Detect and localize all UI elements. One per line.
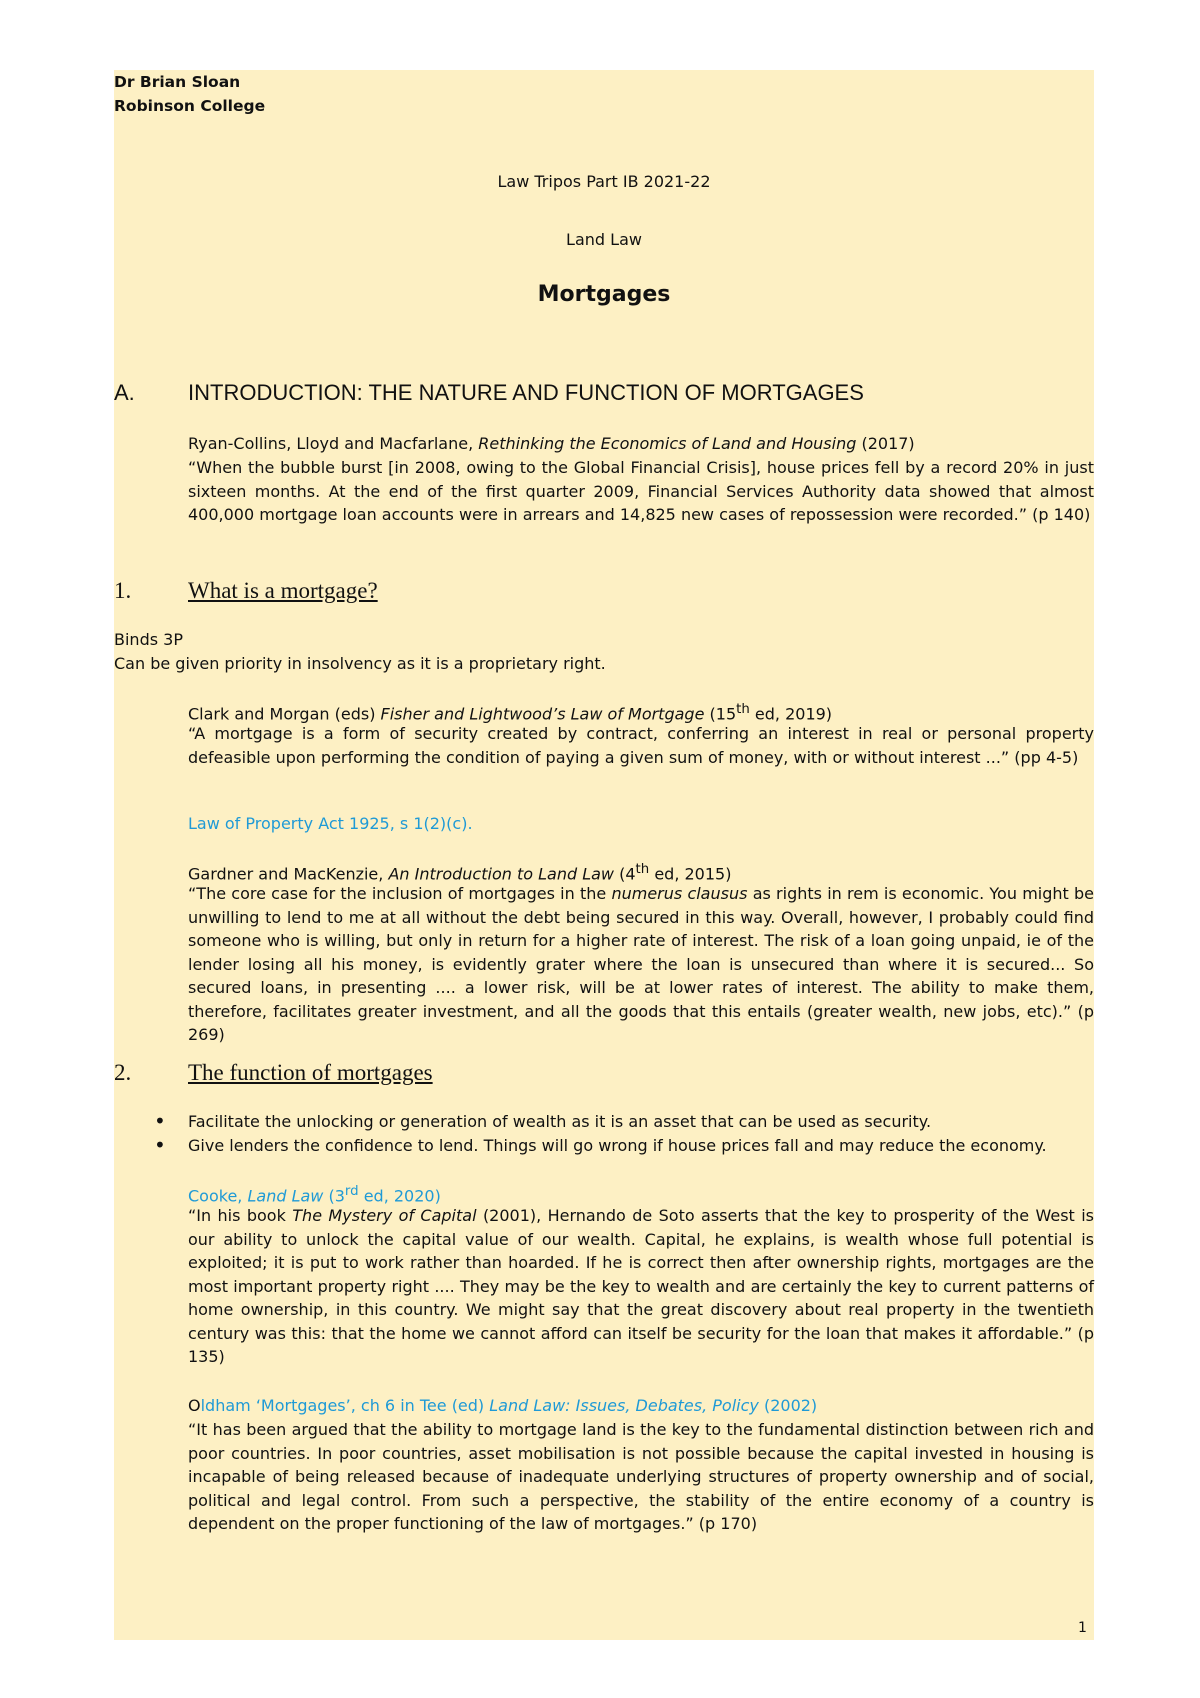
quote-oldham: “It has been argued that the ability to mortgage land is the key to the fundamental distinction between rich and poor countries. In poor countries, asset mobilisation is not possible because the capital invested in housing is incapable of being released because of inadequate underlying structures of property ownership and of social, political and legal control. From such a perspective, the stability of the entire economy of a country is dependent on the proper functioning of the law of mortgages.” (p 170) (188, 1420, 1094, 1533)
page-title: Mortgages (537, 282, 671, 307)
citation-cooke[interactable]: Cooke, Land Law (3rd ed, 2020) (188, 1184, 441, 1206)
citation-clark-morgan: Clark and Morgan (eds) Fisher and Lightwood’s Law of Mortgage (15th ed, 2019) (188, 702, 833, 724)
subject-title: Land Law (566, 230, 642, 249)
note-binds-3p: Binds 3P (114, 630, 183, 649)
citation-oldham[interactable]: Oldham ‘Mortgages’, ch 6 in Tee (ed) Land Law: Issues, Debates, Policy (2002) (188, 1396, 818, 1415)
statute-lpa-link[interactable]: Law of Property Act 1925, s 1(2)(c). (188, 814, 473, 833)
author-name: Dr Brian Sloan (114, 73, 241, 91)
quote-gardner-mackenzie: “The core case for the inclusion of mortgages in the numerus clausus as rights in rem is economic. You might be unwilling to lend to me at all without the debt being secured in this way. Overall, however, I probably could find someone who is willing, but only in return for a higher rate of interest. The risk of a loan going unpaid, ie of the lender losing all his money, is evidently grater where the loan is unsecured than where it is secured... So secured loans, in presenting .... a lower risk, will be at lower rates of interest. The ability to make them, therefore, facilitates greater investment, and all the goods that this entails (greater wealth, new jobs, etc).” (p 269) (188, 884, 1095, 1044)
college-name: Robinson College (114, 97, 266, 115)
bullet-item: • Give lenders the confidence to lend. Things will go wrong if house prices fall and may reduce the economy. (154, 1134, 1094, 1158)
page-number: 1 (1078, 1620, 1087, 1636)
quote-ryan-collins: “When the bubble burst [in 2008, owing to the Global Financial Crisis], house prices fell by a record 20% in just sixteen months. At the end of the first quarter 2009, Financial Services Authority data showed that almost 400,000 mortgage loan accounts were in arrears and 14,825 new cases of repossession were recorded.” (p 140) (188, 458, 1094, 524)
section-a-title: INTRODUCTION: THE NATURE AND FUNCTION OF MORTGAGES (188, 380, 864, 405)
subsection-2-heading: 2. The function of mortgages (114, 1060, 433, 1085)
quote-cooke: “In his book The Mystery of Capital (2001), Hernando de Soto asserts that the key to prosperity of the West is our ability to unlock the capital value of our wealth. Capital, he explains, is wealth whose full potential is exploited; it is put to work rather than hoarded. If he is correct then after ownership rights, mortgages are the most important property right .... They may be the key to wealth and are certainly the key to current patterns of home ownership, in this country. We might say that the great discovery about real property in the twentieth century was this: that the home we cannot afford can itself be security for the loan that makes it affordable.” (p 135) (188, 1206, 1095, 1366)
note-priority: Can be given priority in insolvency as it is a proprietary right. (114, 654, 606, 673)
citation-gardner-mackenzie: Gardner and MacKenzie, An Introduction to Land Law (4th ed, 2015) (188, 862, 732, 884)
function-bullet-list (154, 1110, 1094, 1157)
quote-clark-morgan: “A mortgage is a form of security created by contract, conferring an interest in real or personal property defeasible upon performing the condition of paying a given sum of money, with or without interest ...” (pp 4-5) (188, 724, 1094, 767)
section-a-number: A. (114, 380, 135, 405)
citation-ryan-collins: Ryan-Collins, Lloyd and Macfarlane, Rethinking the Economics of Land and Housing (2017) (188, 434, 915, 453)
bullet-item: • Facilitate the unlocking or generation of wealth as it is an asset that can be used as security. (154, 1110, 1094, 1134)
course-title: Law Tripos Part IB 2021-22 (497, 172, 711, 191)
subsection-1-heading: 1. What is a mortgage? (114, 578, 378, 603)
